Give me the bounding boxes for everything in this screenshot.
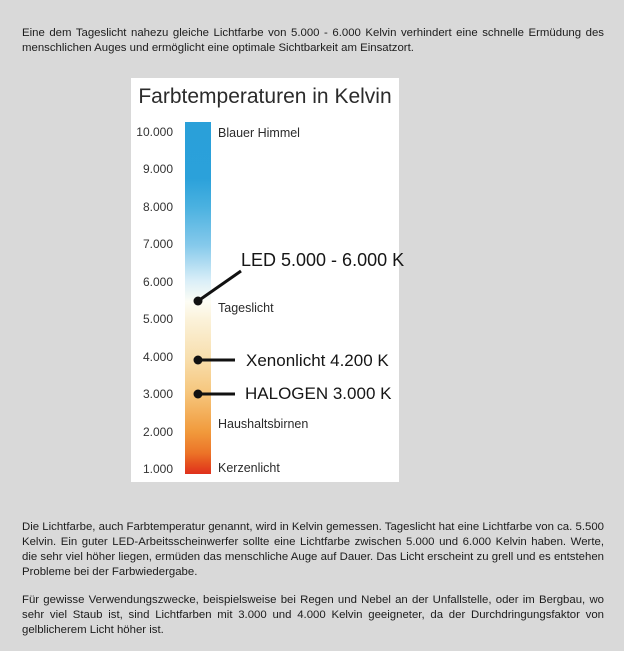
intro-paragraph: Eine dem Tageslicht nahezu gleiche Lichtfarbe von 5.000 - 6.000 Kelvin verhindert eine schnelle Ermüdung des menschlichen Auges und ermöglicht eine optimale Sichtbarkeit am Einsatzort.	[22, 27, 604, 55]
axis-tick-7000: 7.000	[142, 237, 173, 251]
kelvin-gradient-bar	[185, 122, 211, 474]
footer-paragraph-2: Für gewisse Verwendungszwecke, beispielsweise bei Regen und Nebel an der Unfallstelle, oder im Bergbau, wo sehr viel Staub ist, sind Lichtfarben mit 3.000 und 4.000 Kelvin geeigneter, da der Durchdringungsfaktor von gelblicherem Licht höher ist.	[22, 594, 604, 636]
chart-title: Farbtemperaturen in Kelvin	[138, 85, 392, 108]
axis-tick-5000: 5.000	[142, 312, 173, 326]
axis-tick-2000: 2.000	[142, 425, 173, 439]
axis-tick-10000: 10.000	[136, 125, 173, 139]
footer-paragraph-1: Die Lichtfarbe, auch Farbtemperatur genannt, wird in Kelvin gemessen. Tageslicht hat eine Lichtfarbe von ca. 5.500 Kelvin. Ein guter LED-Arbeitsscheinwerfer sollte eine Lichtfarbe zwischen 5.000 und 6.000 Kelvin haben. Werte, die sehr viel höher liegen, ermüden das menschliche Auge auf Dauer. Das Licht erscheint zu grell und es entstehen Probleme bei der Farbwiedergabe.	[22, 521, 604, 578]
axis-tick-1000: 1.000	[142, 462, 173, 476]
axis-tick-9000: 9.000	[142, 162, 173, 176]
callout-halogen: HALOGEN 3.000 K	[245, 384, 392, 403]
axis-tick-3000: 3.000	[142, 387, 173, 401]
footer-text	[22, 520, 604, 651]
scale-label-tageslicht: Tageslicht	[218, 301, 274, 315]
axis-tick-6000: 6.000	[142, 275, 173, 289]
scale-label-blauer-himmel: Blauer Himmel	[218, 126, 300, 140]
color-temperature-chart	[131, 78, 405, 482]
axis-tick-4000: 4.000	[142, 350, 173, 364]
callout-led: LED 5.000 - 6.000 K	[241, 250, 405, 270]
axis-tick-8000: 8.000	[142, 200, 173, 214]
scale-label-kerzenlicht: Kerzenlicht	[218, 461, 280, 475]
scale-label-haushaltsbirnen: Haushaltsbirnen	[218, 417, 309, 431]
callout-xenon: Xenonlicht 4.200 K	[246, 351, 389, 370]
